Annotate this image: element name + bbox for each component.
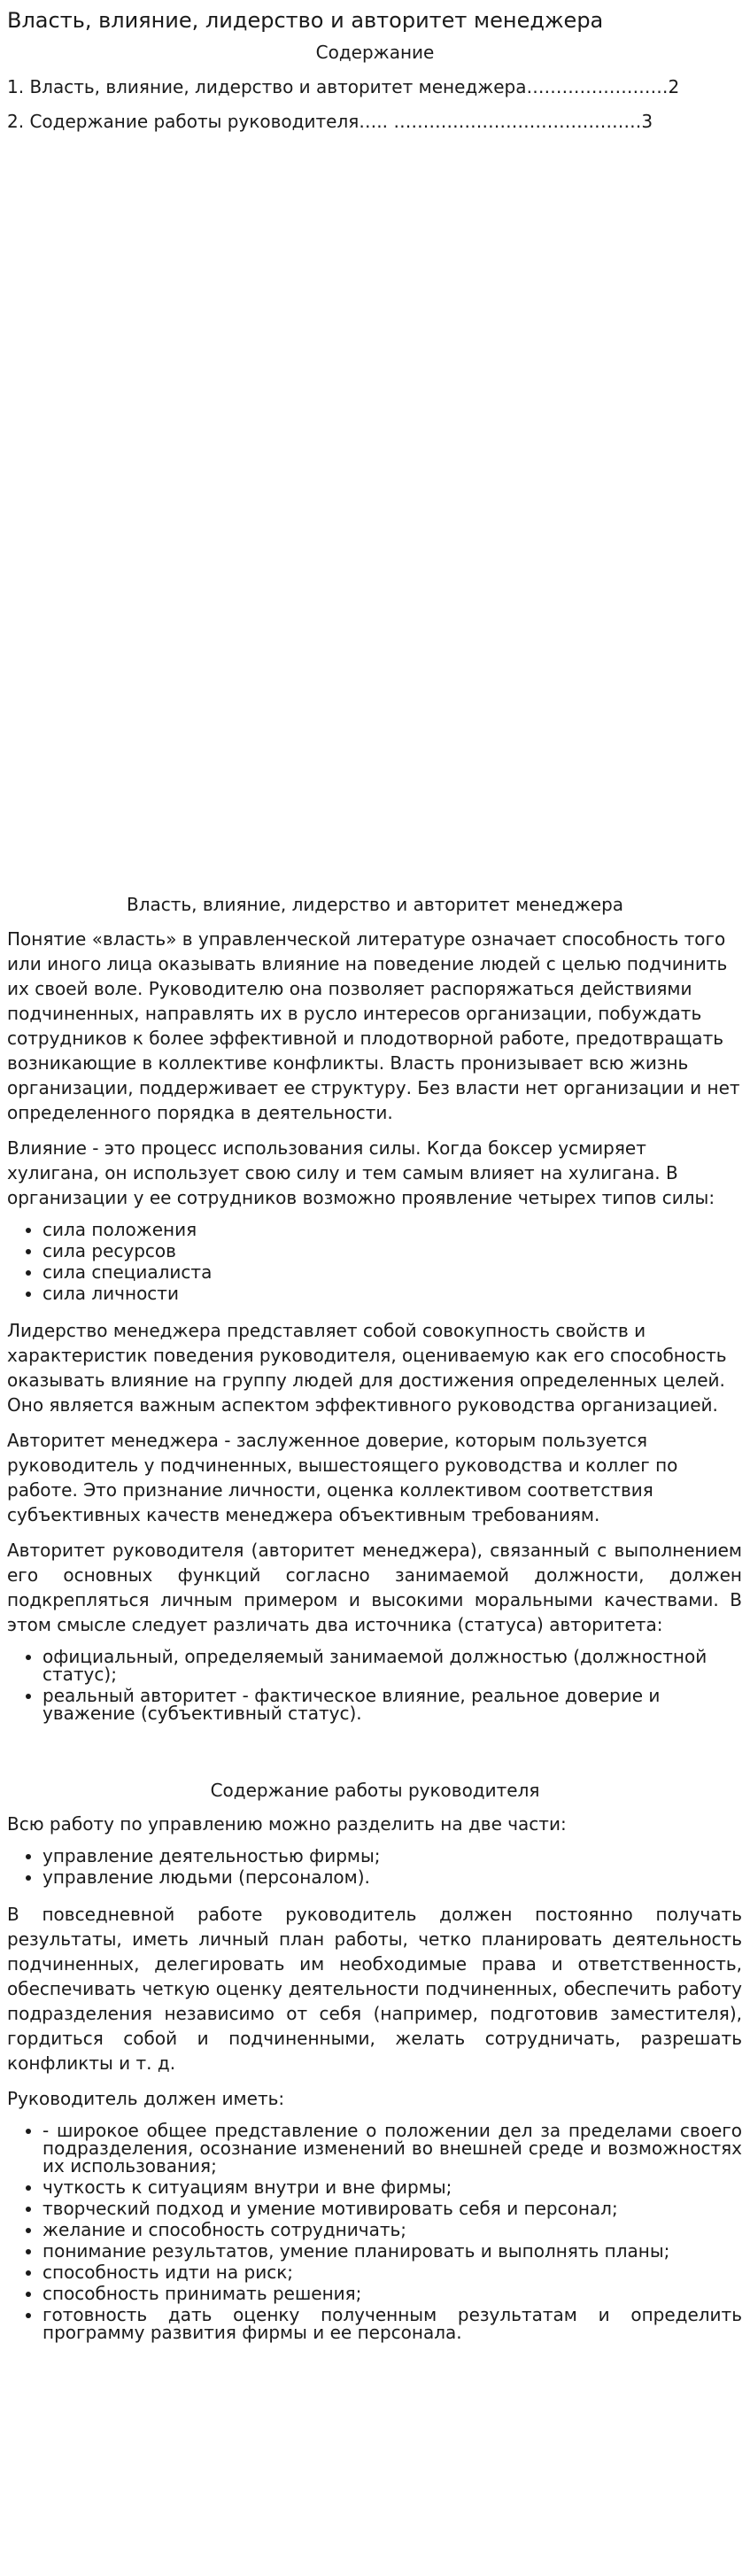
toc-item-1[interactable]: 1. Власть, влияние, лидерство и авторитет менеджера……………………2 <box>7 76 680 97</box>
sources-list <box>7 1648 742 1722</box>
list-item: • сила специалиста <box>43 1263 742 1281</box>
list-item: • способность принимать решения; <box>43 2285 742 2302</box>
qualities-list <box>7 2122 742 2341</box>
list-item: • чуткость к ситуациям внутри и вне фирмы; <box>43 2178 742 2196</box>
list-item: • управление людьми (персоналом). <box>43 1868 742 1886</box>
list-item: • управление деятельностью фирмы; <box>43 1847 742 1865</box>
power-paragraph: Понятие «власть» в управленческой литературе означает способность того или иного лица оказывать влияние на поведение людей с целью подчинить их своей воле. Руководителю она позволяет распоряжаться действиями подчиненных, направлять их в русло интересов организации, побуждать сотрудников к более эффективной и плодотворной работе, предотвращать возникающие в коллективе конфликты. Власть пронизывает всю жизнь организации, поддерживает ее структуру. Без власти нет организации и нет определенного порядка в деятельности. <box>7 928 740 1123</box>
must-have-paragraph: Руководитель должен иметь: <box>7 2088 285 2109</box>
list-item: • понимание результатов, умение планировать и выполнять планы; <box>43 2242 742 2260</box>
leadership-paragraph: Лидерство менеджера представляет собой совокупность свойств и характеристик поведения руководителя, оцениваемую как его способность оказывать влияние на группу людей для достижения определенных целей. Оно является важным аспектом эффективного руководства организацией. <box>7 1320 727 1416</box>
toc-item-2[interactable]: 2. Содержание работы руководителя….. ……………………………………3 <box>7 111 653 132</box>
forces-list <box>7 1221 742 1302</box>
list-item: • желание и способность сотрудничать; <box>43 2221 742 2238</box>
list-item: • - широкое общее представление о положении дел за пределами своего подразделения, осознание изменений во внешней среде и возможностях их использования; <box>43 2122 742 2175</box>
page-title: Власть, влияние, лидерство и авторитет менеджера <box>7 8 604 33</box>
work-parts-paragraph: Всю работу по управлению можно разделить на две части: <box>7 1813 567 1835</box>
authority-paragraph: Авторитет менеджера - заслуженное доверие, которым пользуется руководитель у подчиненных, вышестоящего руководства и коллег по работе. Это признание личности, оценка коллективом соответствия субъективных качеств менеджера объективным требованиям. <box>7 1430 678 1525</box>
list-item: • реальный авторитет - фактическое влияние, реальное доверие и уважение (субъективный статус). <box>43 1687 742 1722</box>
list-item: • готовность дать оценку полученным результатам и определить программу развития фирмы и ее персонала. <box>43 2306 742 2341</box>
authority-sources-paragraph: Авторитет руководителя (авторитет менеджера), связанный с выполнением его основных функций согласно занимаемой должности, должен подкрепляться личным примером и высокими моральными качествами. В этом смысле следует различать два источника (статуса) авторитета: <box>7 1540 742 1635</box>
section-2-title: Содержание работы руководителя <box>210 1780 540 1801</box>
section-1-title: Власть, влияние, лидерство и авторитет менеджера <box>126 894 624 915</box>
toc-heading: Содержание <box>315 42 435 63</box>
list-item: • официальный, определяемый занимаемой должностью (должностной статус); <box>43 1648 742 1683</box>
list-item: • творческий подход и умение мотивировать себя и персонал; <box>43 2200 742 2217</box>
list-item: • способность идти на риск; <box>43 2263 742 2281</box>
list-item: • сила положения <box>43 1221 742 1238</box>
influence-paragraph: Влияние - это процесс использования силы. Когда боксер усмиряет хулигана, он использует свою силу и тем самым влияет на хулигана. В организации у ее сотрудников возможно проявление четырех типов силы: <box>7 1137 715 1208</box>
section-2-body <box>7 1812 742 2357</box>
daily-work-paragraph: В повседневной работе руководитель должен постоянно получать результаты, иметь личный план работы, четко планировать деятельность подчиненных, делегировать им необходимые права и ответственность, обеспечивать четкую оценку деятельности подчиненных, обеспечить работу подразделения независимо от себя (например, подготовив заместителя), гордиться собой и подчиненными, желать сотрудничать, разрешать конфликты и т. д. <box>7 1904 742 2074</box>
parts-list <box>7 1847 742 1886</box>
list-item: • сила личности <box>43 1284 742 1302</box>
list-item: • сила ресурсов <box>43 1242 742 1260</box>
section-1-body <box>7 927 742 1738</box>
